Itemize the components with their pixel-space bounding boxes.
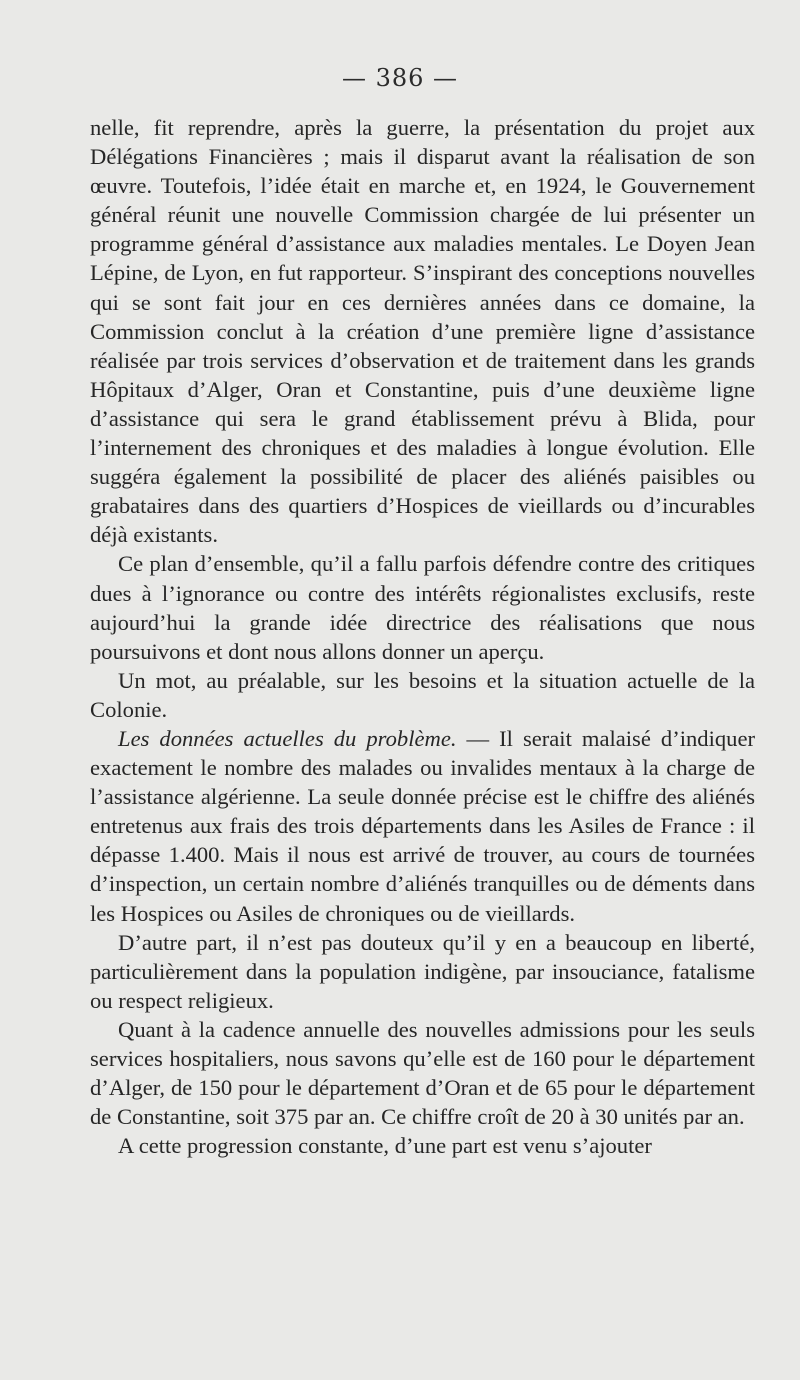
section-heading: Les données actuelles du problème. — [118, 725, 457, 751]
paragraph-4-text: — Il serait malaisé d’indiquer exactement le nombre des malades ou invalides mentaux à la charge de l’assistance algérienne. La seule donnée précise est le chiffre des aliénés entretenus aux frais des trois départements dans les Asiles de France : il dépasse 1.400. Mais il nous est arrivé de trouver, au cours de tournées d’inspection, un certain nombre d’aliénés tranquilles ou de déments dans les Hospices ou Asiles de chroniques ou de vieillards. — [90, 725, 756, 926]
paragraph-6: Quant à la cadence annuelle des nouvelles admissions pour les seuls services hospitaliers, nous savons qu’elle est de 160 pour le département d’Alger, de 150 pour le département d’Oran et de 65 pour le département de Constantine, soit 375 par an. Ce chiffre croît de 20 à 30 unités par an. — [90, 1016, 755, 1130]
paragraph-5: D’autre part, il n’est pas douteux qu’il y en a beaucoup en liberté, particulièrement dans la population indigène, par insouciance, fatalisme ou respect religieux. — [90, 929, 755, 1013]
paragraph-3: Un mot, au préalable, sur les besoins et la situation actuelle de la Colonie. — [90, 667, 755, 722]
page-number: — 386 — — [341, 64, 459, 92]
paragraph-2: Ce plan d’ensemble, qu’il a fallu parfois défendre contre des critiques dues à l’ignorance ou contre des intérêts régionalistes exclusifs, reste aujourd’hui la grande idée directrice des réalisations que nous poursuivons et dont nous allons donner un aperçu. — [90, 551, 755, 664]
body-text — [90, 113, 755, 1160]
paragraph-7: A cette progression constante, d’une part est venu s’ajouter — [118, 1133, 652, 1159]
paragraph-4 — [90, 724, 755, 928]
paragraph-1: nelle, fit reprendre, après la guerre, la présentation du projet aux Délégations Financières ; mais il disparut avant la réalisation de son œuvre. Toutefois, l’idée était en marche et, en 1924, le Gouvernement général réunit une nouvelle Commission chargée de lui présenter un programme général d’assistance aux maladies mentales. Le Doyen Jean Lépine, de Lyon, en fut rapporteur. S’inspirant des conceptions nouvelles qui se sont fait jour en ces dernières années dans ce domaine, la Commission conclut à la création d’une première ligne d’assistance réalisée par trois services d’observation et de traitement dans les grands Hôpitaux d’Alger, Oran et Constantine, puis d’une deuxième ligne d’assistance qui sera le grand établissement prévu à Blida, pour l’internement des chroniques et des maladies à longue évolution. Elle suggéra également la possibilité de placer des aliénés paisibles ou grabataires dans des quartiers d’Hospices de vieillards ou d’incurables déjà existants. — [90, 115, 755, 548]
